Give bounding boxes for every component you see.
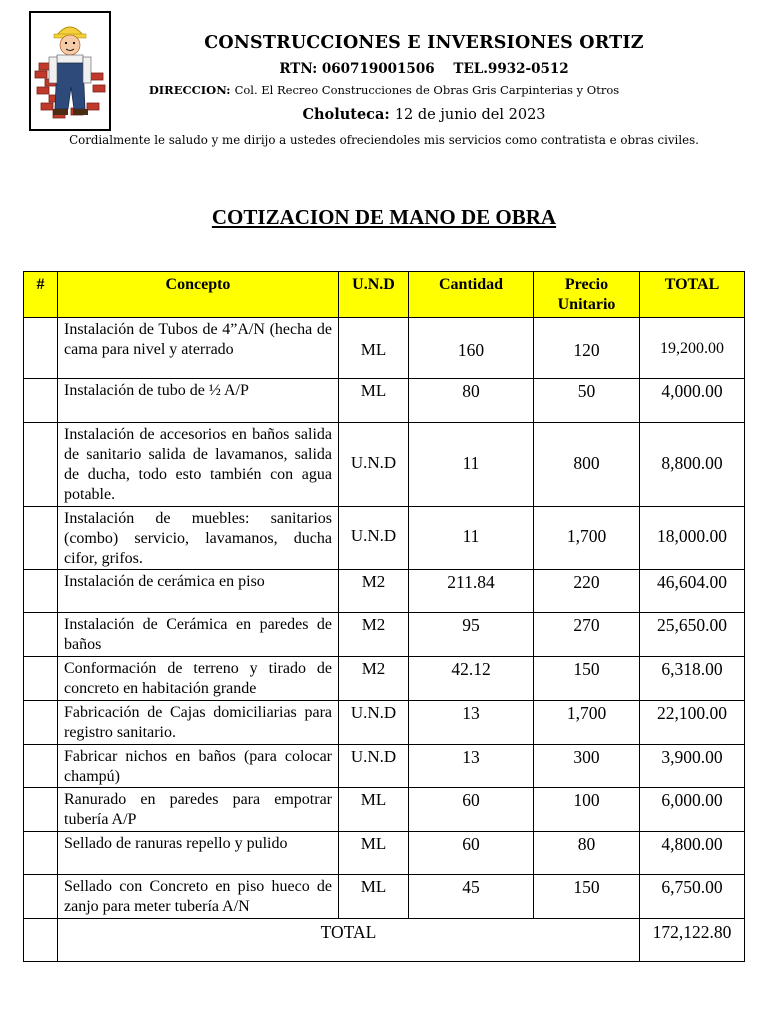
row-cantidad: 11	[409, 423, 534, 507]
row-cantidad: 13	[409, 745, 534, 788]
header-und: U.N.D	[339, 272, 409, 318]
row-cantidad: 13	[409, 701, 534, 745]
row-und: ML	[339, 318, 409, 379]
row-number	[24, 379, 58, 423]
header-number: #	[24, 272, 58, 318]
row-precio: 800	[534, 423, 640, 507]
row-precio: 150	[534, 657, 640, 701]
row-precio: 300	[534, 745, 640, 788]
row-concepto: Instalación de cerámica en piso	[58, 570, 339, 613]
row-cantidad: 80	[409, 379, 534, 423]
row-concepto: Ranurado en paredes para empotrar tubería A/P	[58, 788, 339, 832]
grand-total-label: TOTAL	[58, 919, 640, 962]
row-precio: 150	[534, 875, 640, 919]
row-total: 6,318.00	[640, 657, 745, 701]
table-row	[24, 788, 745, 832]
row-total: 4,800.00	[640, 832, 745, 875]
row-cantidad: 160	[409, 318, 534, 379]
address-value: Col. El Recreo Construcciones de Obras Gris Carpinterias y Otros	[234, 83, 620, 97]
row-concepto: Instalación de muebles: sanitarios (combo) servicio, lavamanos, ducha cifor, grifos.	[58, 507, 339, 570]
row-und: ML	[339, 788, 409, 832]
city-date	[40, 106, 768, 123]
row-number	[24, 788, 58, 832]
date-value: 12 de junio del 2023	[394, 107, 546, 123]
document-title: COTIZACION DE MANO DE OBRA	[211, 205, 557, 229]
table-row	[24, 657, 745, 701]
row-und: U.N.D	[339, 507, 409, 570]
address-label: DIRECCION:	[148, 83, 231, 97]
row-number	[24, 423, 58, 507]
company-name: CONSTRUCCIONES E INVERSIONES ORTIZ	[204, 33, 644, 53]
row-precio: 270	[534, 613, 640, 657]
row-total: 22,100.00	[640, 701, 745, 745]
row-cantidad: 45	[409, 875, 534, 919]
row-number	[24, 745, 58, 788]
header-total: TOTAL	[640, 272, 745, 318]
row-und: U.N.D	[339, 745, 409, 788]
table-header-row	[24, 272, 745, 318]
row-und: ML	[339, 379, 409, 423]
quotation-table	[23, 271, 745, 962]
row-total: 25,650.00	[640, 613, 745, 657]
row-number	[24, 318, 58, 379]
company-address	[0, 83, 768, 97]
row-number	[24, 570, 58, 613]
row-number	[24, 613, 58, 657]
row-und: ML	[339, 875, 409, 919]
row-cantidad: 60	[409, 832, 534, 875]
city-label: Choluteca:	[302, 106, 390, 123]
row-total: 6,000.00	[640, 788, 745, 832]
table-row	[24, 318, 745, 379]
row-total: 8,800.00	[640, 423, 745, 507]
row-total: 46,604.00	[640, 570, 745, 613]
row-und: M2	[339, 613, 409, 657]
row-total: 3,900.00	[640, 745, 745, 788]
grand-total-value: 172,122.80	[640, 919, 745, 962]
table-row	[24, 423, 745, 507]
row-und: M2	[339, 657, 409, 701]
table-row	[24, 570, 745, 613]
row-total: 6,750.00	[640, 875, 745, 919]
row-total: 19,200.00	[640, 318, 745, 379]
row-concepto: Sellado de ranuras repello y pulido	[58, 832, 339, 875]
row-concepto: Fabricar nichos en baños (para colocar champú)	[58, 745, 339, 788]
intro-text: Cordialmente le saludo y me dirijo a ustedes ofreciendoles mis servicios como contratista e obras civiles.	[69, 133, 699, 147]
row-concepto: Conformación de terreno y tirado de concreto en habitación grande	[58, 657, 339, 701]
row-number	[24, 657, 58, 701]
row-und: U.N.D	[339, 423, 409, 507]
row-number	[24, 832, 58, 875]
row-concepto: Instalación de tubo de ½ A/P	[58, 379, 339, 423]
row-cantidad: 60	[409, 788, 534, 832]
table-row	[24, 613, 745, 657]
row-und: U.N.D	[339, 701, 409, 745]
grand-total-empty-cell	[24, 919, 58, 962]
row-precio: 100	[534, 788, 640, 832]
row-precio: 80	[534, 832, 640, 875]
row-total: 4,000.00	[640, 379, 745, 423]
header-precio-unitario: Precio Unitario	[534, 272, 640, 318]
row-precio: 1,700	[534, 507, 640, 570]
row-und: M2	[339, 570, 409, 613]
table-row	[24, 875, 745, 919]
header-concepto: Concepto	[58, 272, 339, 318]
row-concepto: Fabricación de Cajas domiciliarias para registro sanitario.	[58, 701, 339, 745]
grand-total-row	[24, 919, 745, 962]
table-row	[24, 507, 745, 570]
row-precio: 220	[534, 570, 640, 613]
row-cantidad: 42.12	[409, 657, 534, 701]
row-number	[24, 875, 58, 919]
header-cantidad: Cantidad	[409, 272, 534, 318]
row-precio: 1,700	[534, 701, 640, 745]
row-concepto: Instalación de Tubos de 4”A/N (hecha de cama para nivel y aterrado	[58, 318, 339, 379]
row-number	[24, 701, 58, 745]
row-precio: 50	[534, 379, 640, 423]
row-cantidad: 11	[409, 507, 534, 570]
company-rtn-phone: RTN: 060719001506 TEL.9932-0512	[279, 61, 569, 77]
table-row	[24, 745, 745, 788]
row-und: ML	[339, 832, 409, 875]
row-cantidad: 95	[409, 613, 534, 657]
table-row	[24, 379, 745, 423]
row-concepto: Instalación de Cerámica en paredes de baños	[58, 613, 339, 657]
row-total: 18,000.00	[640, 507, 745, 570]
row-concepto: Instalación de accesorios en baños salida de sanitario salida de lavamanos, salida de ducha, todo esto también con agua potable.	[58, 423, 339, 507]
row-number	[24, 507, 58, 570]
table-row	[24, 701, 745, 745]
row-cantidad: 211.84	[409, 570, 534, 613]
row-precio: 120	[534, 318, 640, 379]
table-row	[24, 832, 745, 875]
row-concepto: Sellado con Concreto en piso hueco de zanjo para meter tubería A/N	[58, 875, 339, 919]
